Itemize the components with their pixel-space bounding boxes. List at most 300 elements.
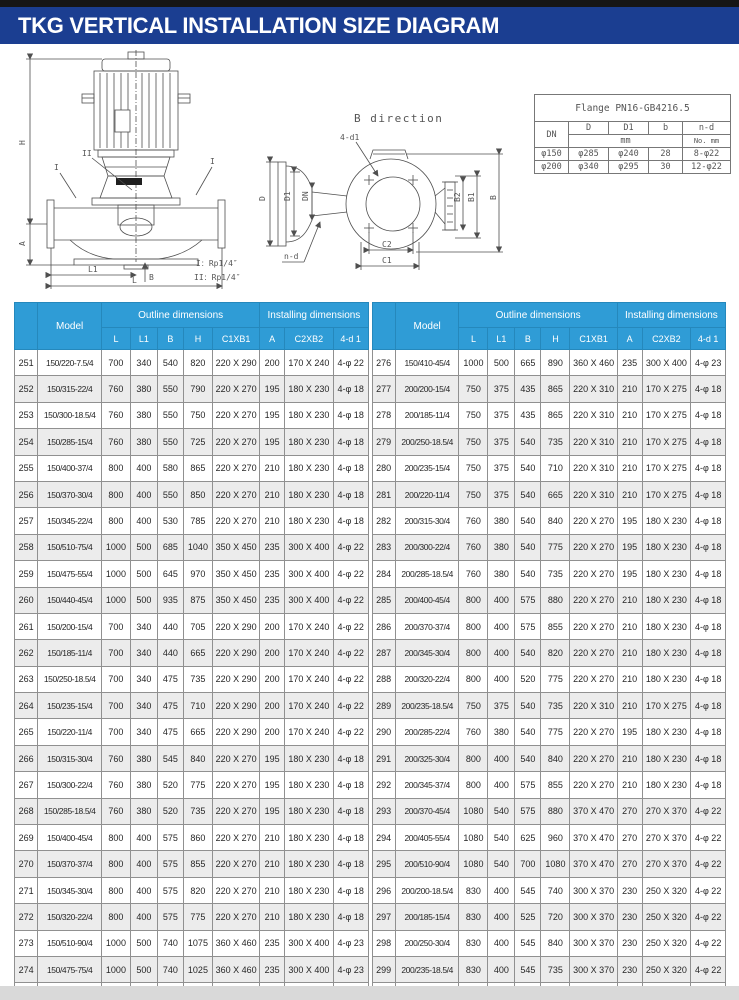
- dimension-cell: 210: [617, 666, 642, 692]
- dimension-cell: 750: [183, 402, 212, 428]
- dimension-cell: 1080: [459, 798, 488, 824]
- dimension-cell: 540: [157, 350, 183, 376]
- dimension-cell: 860: [183, 825, 212, 851]
- dimension-cell: 740: [157, 956, 183, 982]
- row-number-cell: 267: [15, 772, 38, 798]
- dimension-cell: 4-φ 18: [333, 825, 368, 851]
- dimension-cell: 760: [101, 376, 130, 402]
- dimension-cell: 220 X 290: [212, 613, 259, 639]
- dimension-cell: 800: [101, 508, 130, 534]
- model-cell: 150/300-22/4: [38, 772, 102, 798]
- dimension-cell: 180 X 230: [642, 640, 691, 666]
- dimension-cell: 1080: [459, 851, 488, 877]
- dimension-cell: 775: [541, 719, 570, 745]
- dimension-cell: 750: [459, 402, 488, 428]
- flange-row: [535, 148, 731, 161]
- dimension-cell: 4-φ 18: [691, 481, 726, 507]
- flange-col-d: D: [569, 122, 609, 135]
- dimension-cell: 540: [515, 719, 541, 745]
- dimension-cell: 760: [459, 534, 488, 560]
- dimension-cell: 210: [260, 825, 285, 851]
- dimension-cell: 4-φ 18: [333, 851, 368, 877]
- dimension-cell: 400: [130, 481, 157, 507]
- dimension-cell: 830: [459, 930, 488, 956]
- dimension-cell: 4-φ 18: [691, 376, 726, 402]
- dimension-cell: 210: [617, 772, 642, 798]
- dimension-cell: 220 X 270: [570, 640, 617, 666]
- row-number-cell: 273: [15, 930, 38, 956]
- dimension-cell: 180 X 230: [642, 666, 691, 692]
- dimension-cell: 170 X 275: [642, 376, 691, 402]
- dimension-cell: 235: [260, 956, 285, 982]
- dimension-cell: 200: [260, 693, 285, 719]
- dimension-cell: 4-φ 22: [333, 693, 368, 719]
- row-number-cell: 288: [372, 666, 395, 692]
- dimension-cell: 1025: [183, 956, 212, 982]
- page-title: TKG VERTICAL INSTALLATION SIZE DIAGRAM: [18, 12, 500, 38]
- dimension-cell: 340: [130, 640, 157, 666]
- row-number-cell: 272: [15, 904, 38, 930]
- dimension-cell: 180 X 230: [285, 798, 334, 824]
- outline-dimensions-header: Outline dimensions: [459, 303, 617, 328]
- table-row: [372, 455, 726, 481]
- dimension-cell: 195: [617, 719, 642, 745]
- dimension-cell: 820: [541, 640, 570, 666]
- dimension-cell: 475: [157, 666, 183, 692]
- dimension-cell: 540: [515, 693, 541, 719]
- flange-cell: φ340: [569, 161, 609, 174]
- dimension-cell: 270 X 370: [642, 825, 691, 851]
- dimension-cell: 4-φ 18: [333, 745, 368, 771]
- dimension-cell: 400: [488, 904, 515, 930]
- dimension-cell: 645: [157, 561, 183, 587]
- dimension-cell: 800: [101, 904, 130, 930]
- dimension-cell: 220 X 310: [570, 402, 617, 428]
- dimension-cell: 210: [260, 904, 285, 930]
- table-row: [15, 930, 369, 956]
- table-row: [372, 587, 726, 613]
- row-number-cell: 279: [372, 429, 395, 455]
- table-row: [15, 561, 369, 587]
- dimension-cell: 545: [157, 745, 183, 771]
- dimension-cell: 760: [101, 429, 130, 455]
- dimension-cell: 400: [130, 455, 157, 481]
- dimension-cell: 4-φ 18: [333, 376, 368, 402]
- row-number-cell: 261: [15, 613, 38, 639]
- row-number-cell: 264: [15, 693, 38, 719]
- flange-cell: φ285: [569, 148, 609, 161]
- pump-front-view-diagram: [18, 50, 263, 292]
- dimension-cell: 865: [541, 402, 570, 428]
- dim-label-L: L: [132, 276, 137, 285]
- dimension-cell: 270: [617, 825, 642, 851]
- dimension-cell: 220 X 310: [570, 481, 617, 507]
- dimension-cell: 195: [260, 429, 285, 455]
- dimension-cell: 4-φ 22: [691, 825, 726, 851]
- flange-cell: 8-φ22: [683, 148, 731, 161]
- dimension-cell: 220 X 270: [212, 825, 259, 851]
- flange-cell: 12-φ22: [683, 161, 731, 174]
- label-D1: D1: [283, 191, 292, 201]
- dimension-cell: 170 X 275: [642, 402, 691, 428]
- dimension-cell: 4-φ 18: [691, 745, 726, 771]
- dimension-cell: 380: [130, 376, 157, 402]
- dimension-cell: 4-φ 22: [691, 851, 726, 877]
- dimension-cell: 400: [488, 666, 515, 692]
- model-cell: 150/200-15/4: [38, 613, 102, 639]
- row-number-cell: 295: [372, 851, 395, 877]
- dimension-cell: 400: [130, 877, 157, 903]
- flange-col-d1: D1: [609, 122, 649, 135]
- table-row: [372, 956, 726, 982]
- model-cell: 200/185-15/4: [395, 904, 459, 930]
- model-cell: 200/220-11/4: [395, 481, 459, 507]
- dimension-cell: 625: [515, 825, 541, 851]
- dimension-cell: 4-φ 22: [333, 534, 368, 560]
- model-cell: 200/235-18.5/4: [395, 956, 459, 982]
- dimension-cell: 270 X 370: [642, 798, 691, 824]
- dimension-cell: 760: [101, 798, 130, 824]
- dimension-cell: 760: [459, 508, 488, 534]
- dimension-cell: 375: [488, 402, 515, 428]
- dimension-cell: 800: [101, 455, 130, 481]
- dimension-cell: 180 X 230: [642, 561, 691, 587]
- model-cell: 150/410-45/4: [395, 350, 459, 376]
- row-number-cell: 259: [15, 561, 38, 587]
- dimension-cell: 230: [617, 904, 642, 930]
- table-row: [15, 587, 369, 613]
- model-cell: 150/315-22/4: [38, 376, 102, 402]
- dimension-cell: 435: [515, 402, 541, 428]
- model-cell: 150/370-30/4: [38, 481, 102, 507]
- title-bar: [0, 7, 739, 44]
- dimension-cell: 270: [617, 798, 642, 824]
- row-number-cell: 276: [372, 350, 395, 376]
- row-number-cell: 291: [372, 745, 395, 771]
- flange-row: [535, 161, 731, 174]
- dimension-cell: 180 X 230: [285, 455, 334, 481]
- table-row: [15, 666, 369, 692]
- dimension-cell: 180 X 230: [285, 772, 334, 798]
- dimension-cell: 575: [515, 613, 541, 639]
- col-header-H: H: [183, 328, 212, 350]
- dimension-cell: 220 X 270: [212, 429, 259, 455]
- dimension-cell: 1080: [459, 825, 488, 851]
- dimension-cell: 4-φ 18: [691, 613, 726, 639]
- dimension-cell: 220 X 270: [212, 481, 259, 507]
- dimension-cell: 360 X 460: [212, 930, 259, 956]
- dimension-cell: 210: [617, 613, 642, 639]
- dimension-cell: 400: [130, 851, 157, 877]
- row-number-cell: 298: [372, 930, 395, 956]
- dimension-cell: 4-φ 18: [691, 534, 726, 560]
- dim-label-L1: L1: [88, 265, 98, 274]
- dimension-cell: 300 X 400: [285, 587, 334, 613]
- row-number-cell: 282: [372, 508, 395, 534]
- model-cell: 150/315-30/4: [38, 745, 102, 771]
- dimension-cell: 170 X 275: [642, 693, 691, 719]
- flange-unit-mm: mm: [569, 135, 683, 148]
- dimension-cell: 750: [459, 693, 488, 719]
- dimension-cell: 170 X 275: [642, 455, 691, 481]
- dimension-cell: 300 X 370: [570, 956, 617, 982]
- model-cell: 200/250-18.5/4: [395, 429, 459, 455]
- row-number-cell: 281: [372, 481, 395, 507]
- dimension-cell: 210: [260, 851, 285, 877]
- col-header-L1: L1: [130, 328, 157, 350]
- dimension-cell: 855: [183, 851, 212, 877]
- model-cell: 200/325-30/4: [395, 745, 459, 771]
- dimension-cell: 180 X 230: [285, 481, 334, 507]
- flange-spec-table: [534, 94, 731, 174]
- dimension-cell: 400: [130, 508, 157, 534]
- dimension-cell: 220 X 270: [212, 904, 259, 930]
- col-header-C2XB2: C2XB2: [285, 328, 334, 350]
- model-cell: 200/510-90/4: [395, 851, 459, 877]
- installing-dimensions-header: Installing dimensions: [617, 303, 725, 328]
- row-number-cell: 265: [15, 719, 38, 745]
- dimension-cell: 230: [617, 877, 642, 903]
- dimension-cell: 400: [130, 904, 157, 930]
- dimension-cell: 1000: [101, 930, 130, 956]
- dimension-cell: 735: [541, 693, 570, 719]
- dimension-cell: 270: [617, 851, 642, 877]
- dimension-cell: 550: [157, 376, 183, 402]
- dimension-cell: 170 X 275: [642, 481, 691, 507]
- col-header-L: L: [101, 328, 130, 350]
- flange-cell: φ150: [535, 148, 569, 161]
- row-number-cell: 270: [15, 851, 38, 877]
- model-cell: 200/300-22/4: [395, 534, 459, 560]
- dimension-cell: 210: [617, 402, 642, 428]
- dimension-cell: 4-φ 18: [333, 508, 368, 534]
- dimension-cell: 4-φ 22: [333, 350, 368, 376]
- dimension-cell: 195: [260, 745, 285, 771]
- dimension-cell: 375: [488, 429, 515, 455]
- dimension-cell: 550: [157, 481, 183, 507]
- dimension-cell: 725: [183, 429, 212, 455]
- dimension-cell: 230: [617, 930, 642, 956]
- table-row: [372, 693, 726, 719]
- table-row: [372, 666, 726, 692]
- label-C2: C2: [382, 240, 392, 249]
- dimension-cell: 250 X 320: [642, 904, 691, 930]
- dimension-cell: 540: [515, 640, 541, 666]
- table-row: [15, 640, 369, 666]
- row-number-cell: 266: [15, 745, 38, 771]
- model-cell: 200/320-22/4: [395, 666, 459, 692]
- dimension-cell: 440: [157, 613, 183, 639]
- dimension-cell: 300 X 400: [642, 350, 691, 376]
- table-row: [372, 719, 726, 745]
- col-header-A: A: [617, 328, 642, 350]
- dimension-cell: 220 X 270: [570, 666, 617, 692]
- row-number-cell: 262: [15, 640, 38, 666]
- row-number-cell: 254: [15, 429, 38, 455]
- dimension-cell: 235: [260, 561, 285, 587]
- dimension-cell: 195: [260, 798, 285, 824]
- dimension-cell: 840: [541, 745, 570, 771]
- dimension-cell: 340: [130, 613, 157, 639]
- model-cell: 200/235-18.5/4: [395, 693, 459, 719]
- dimension-cell: 830: [459, 956, 488, 982]
- dimension-cell: 775: [541, 534, 570, 560]
- dimension-cell: 170 X 240: [285, 350, 334, 376]
- dimension-cell: 210: [617, 745, 642, 771]
- dimension-cell: 250 X 320: [642, 956, 691, 982]
- dimension-cell: 4-φ 18: [691, 402, 726, 428]
- dimension-cell: 700: [101, 640, 130, 666]
- flange-unit-no-mm: No. mm: [683, 135, 731, 148]
- model-cell: 200/185-11/4: [395, 402, 459, 428]
- dimension-cell: 400: [488, 772, 515, 798]
- dimension-cell: 735: [541, 956, 570, 982]
- model-cell: 150/285-18.5/4: [38, 798, 102, 824]
- dimension-cell: 180 X 230: [642, 745, 691, 771]
- dimension-cell: 4-φ 22: [333, 561, 368, 587]
- dimension-cell: 4-φ 18: [691, 455, 726, 481]
- dimension-lines: [266, 142, 503, 270]
- model-cell: 200/285-22/4: [395, 719, 459, 745]
- dimension-cell: 220 X 290: [212, 640, 259, 666]
- dimension-cell: 380: [130, 772, 157, 798]
- row-number-cell: 251: [15, 350, 38, 376]
- dimension-cell: 210: [617, 376, 642, 402]
- dimension-cell: 4-φ 18: [691, 640, 726, 666]
- dimension-cell: 540: [515, 745, 541, 771]
- dimension-cell: 380: [488, 719, 515, 745]
- dimension-cell: 760: [101, 772, 130, 798]
- dimension-cell: 170 X 275: [642, 429, 691, 455]
- dimension-cell: 180 X 230: [642, 613, 691, 639]
- dimension-cell: 735: [541, 561, 570, 587]
- dimension-cell: 840: [541, 508, 570, 534]
- flange-col-nd: n-d: [683, 122, 731, 135]
- dimension-cell: 800: [459, 587, 488, 613]
- dimension-cell: 500: [488, 350, 515, 376]
- dimension-cell: 380: [488, 508, 515, 534]
- dimension-cell: 800: [459, 666, 488, 692]
- label-C1: C1: [382, 256, 392, 265]
- dimension-cell: 400: [488, 930, 515, 956]
- dimension-tables: [14, 302, 726, 1000]
- dimension-cell: 180 X 230: [285, 877, 334, 903]
- col-header-B: B: [515, 328, 541, 350]
- label-B: B: [489, 195, 498, 200]
- dimension-cell: 220 X 270: [570, 613, 617, 639]
- model-cell: 150/400-37/4: [38, 455, 102, 481]
- dimension-cell: 735: [183, 798, 212, 824]
- model-cell: 150/400-45/4: [38, 825, 102, 851]
- dimension-cell: 540: [488, 798, 515, 824]
- dim-label-A: A: [18, 241, 27, 246]
- dimension-cell: 540: [515, 455, 541, 481]
- dimension-cell: 750: [459, 429, 488, 455]
- table-row: [15, 772, 369, 798]
- dim-label-H: H: [18, 140, 27, 145]
- dimension-cell: 800: [459, 772, 488, 798]
- row-number-cell: 287: [372, 640, 395, 666]
- table-row: [15, 613, 369, 639]
- dimension-cell: 235: [260, 587, 285, 613]
- dimension-cell: 180 X 230: [285, 745, 334, 771]
- dimension-cell: 575: [157, 904, 183, 930]
- label-DN: DN: [301, 191, 310, 201]
- dimension-cell: 340: [130, 693, 157, 719]
- dimension-cell: 210: [260, 877, 285, 903]
- dimension-cell: 665: [515, 350, 541, 376]
- model-cell: 150/370-37/4: [38, 851, 102, 877]
- dimension-cell: 840: [183, 745, 212, 771]
- table-row: [15, 745, 369, 771]
- dimension-cell: 525: [515, 904, 541, 930]
- dimension-cell: 220 X 270: [570, 719, 617, 745]
- dimension-cell: 380: [130, 745, 157, 771]
- dimension-cell: 760: [101, 745, 130, 771]
- col-header-L1: L1: [488, 328, 515, 350]
- dimension-cell: 685: [157, 534, 183, 560]
- table-row: [15, 534, 369, 560]
- row-number-cell: 263: [15, 666, 38, 692]
- dimension-cell: 220 X 270: [212, 798, 259, 824]
- dimension-cell: 200: [260, 640, 285, 666]
- dimension-cell: 705: [183, 613, 212, 639]
- dimension-cell: 380: [130, 798, 157, 824]
- dimension-cell: 790: [183, 376, 212, 402]
- dimension-cell: 4-φ 18: [691, 508, 726, 534]
- table-row: [15, 455, 369, 481]
- dimension-cell: 475: [157, 719, 183, 745]
- dimension-cell: 540: [488, 825, 515, 851]
- table-row: [372, 402, 726, 428]
- dimension-cell: 220 X 290: [212, 693, 259, 719]
- dimension-cell: 750: [459, 481, 488, 507]
- dimension-cell: 540: [515, 508, 541, 534]
- dimension-cell: 220 X 270: [212, 877, 259, 903]
- flange-col-b: b: [649, 122, 683, 135]
- dimension-cell: 435: [515, 376, 541, 402]
- dimension-cell: 180 X 230: [642, 772, 691, 798]
- dimension-cell: 720: [541, 904, 570, 930]
- row-number-cell: 290: [372, 719, 395, 745]
- dimension-cell: 970: [183, 561, 212, 587]
- dimension-cell: 750: [459, 455, 488, 481]
- dimension-cell: 545: [515, 930, 541, 956]
- table-row: [15, 402, 369, 428]
- table-row: [15, 798, 369, 824]
- model-cell: 200/235-15/4: [395, 455, 459, 481]
- dimension-cell: 4-φ 18: [691, 693, 726, 719]
- dimension-cell: 540: [515, 534, 541, 560]
- dimension-cell: 180 X 230: [642, 719, 691, 745]
- dimension-cell: 195: [260, 772, 285, 798]
- dimension-cell: 220 X 270: [570, 561, 617, 587]
- flange-cell: φ200: [535, 161, 569, 174]
- dimension-cell: 220 X 270: [212, 772, 259, 798]
- dimension-cell: 580: [157, 455, 183, 481]
- row-number-cell: 286: [372, 613, 395, 639]
- label-B1: B1: [467, 192, 476, 202]
- row-number-cell: 293: [372, 798, 395, 824]
- dimension-cell: 475: [157, 693, 183, 719]
- dimension-cell: 300 X 400: [285, 534, 334, 560]
- model-cell: 200/345-30/4: [395, 640, 459, 666]
- dimension-cell: 760: [101, 402, 130, 428]
- dimension-cell: 520: [157, 772, 183, 798]
- dimension-cell: 710: [183, 693, 212, 719]
- dimension-cell: 210: [617, 481, 642, 507]
- dimension-cell: 1000: [101, 587, 130, 613]
